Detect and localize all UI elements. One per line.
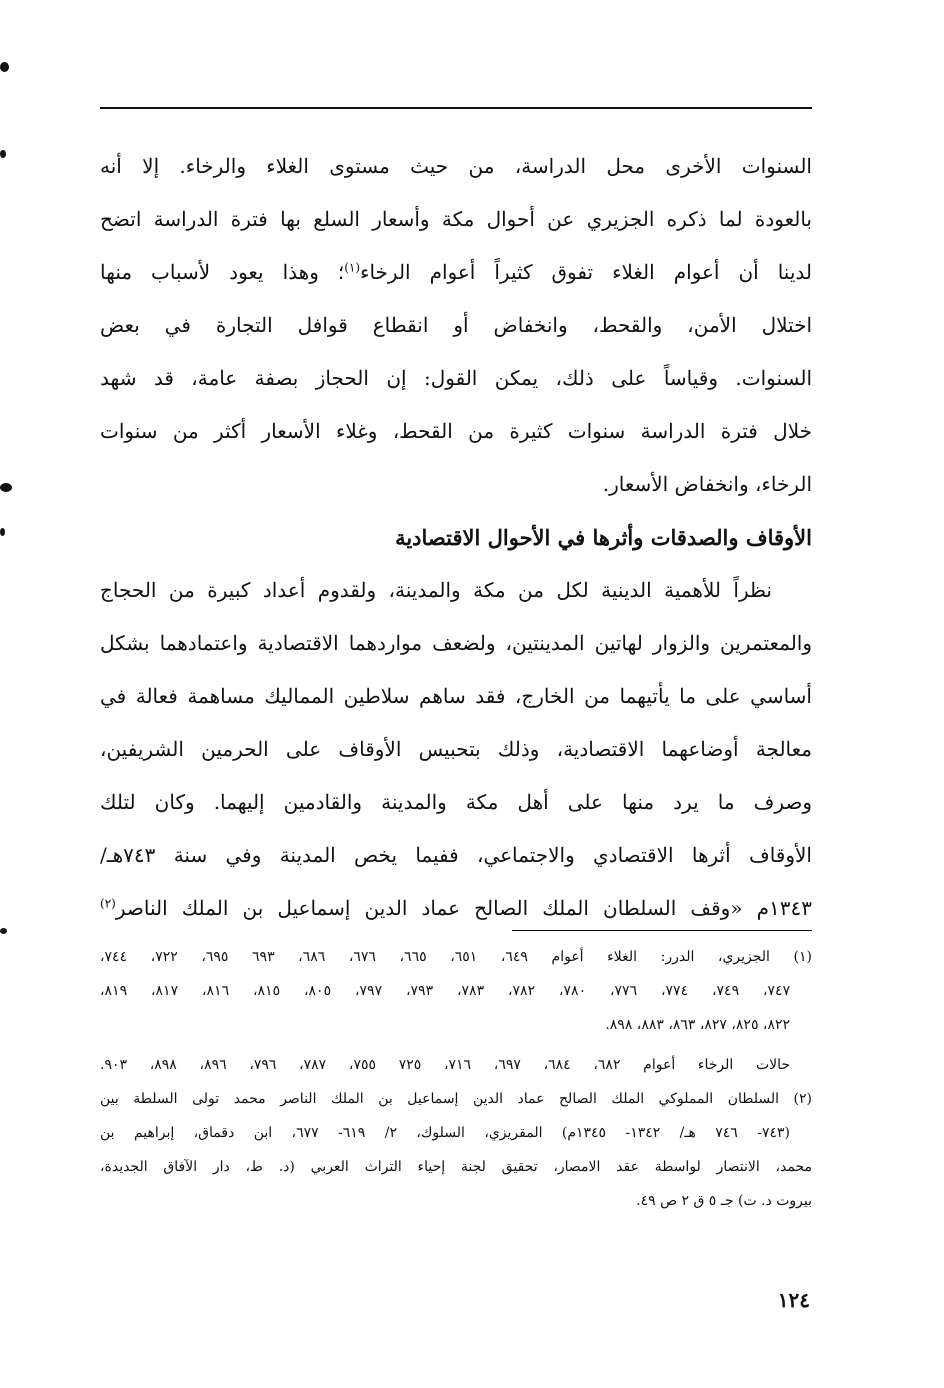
- body-line-text: لدينا أن أعوام الغلاء تفوق كثيراً أعوام الرخاء: [360, 260, 812, 284]
- body-line: السنوات. وقياساً على ذلك، يمكن القول: إن الحجاز بصفة عامة، قد شهد: [100, 366, 812, 390]
- section-heading: الأوقاف والصدقات وأثرها في الأحوال الاقتصادية: [395, 525, 812, 550]
- footnote-line: ٨٢٢، ٨٢٥، ٨٢٧، ٨٦٣، ٨٨٣، ٨٩٨.: [605, 1017, 790, 1033]
- footnote-line: حالات الرخاء أعوام ٦٨٢، ٦٨٤، ٦٩٧، ٧١٦، ٧٢٥ ٧٥٥، ٧٨٧، ٧٩٦، ٨٩٦، ٨٩٨، ٩٠٣.: [100, 1057, 791, 1073]
- body-line: بالعودة لما ذكره الجزيري عن أحوال مكة وأسعار السلع بها فترة الدراسة اتضح: [100, 207, 812, 231]
- footnote-ref: (١): [344, 260, 361, 275]
- body-line: [100, 246, 812, 299]
- footnote-separator: [512, 930, 812, 931]
- body-line: الأوقاف أثرها الاقتصادي والاجتماعي، ففيما يخص المدينة وفي سنة ٧٤٣هـ/: [100, 843, 812, 867]
- scan-mark: [0, 483, 12, 492]
- body-line-tail: ؛ وهذا يعود لأسباب منها: [100, 260, 345, 284]
- body-line-text: ١٣٤٣م «وقف السلطان الملك الصالح عماد الدين إسماعيل بن الملك الناصر: [115, 896, 812, 920]
- body-line: والمعتمرين والزوار لهاتين المدينتين، ولضعف مواردهما الاقتصادية واعتمادهما بشكل: [100, 631, 812, 655]
- page-number: ١٢٤: [777, 1288, 810, 1312]
- body-line: معالجة أوضاعهما الاقتصادية، وذلك بتحبيس الأوقاف على الحرمين الشريفين،: [100, 737, 812, 761]
- body-line: خلال فترة الدراسة سنوات كثيرة من القحط، وغلاء الأسعار أكثر من سنوات: [100, 419, 812, 443]
- footnote-line: بيروت د. ت) جـ ٥ ق ٢ ص ٤٩.: [636, 1193, 812, 1209]
- footnote-line: ٧٤٧، ٧٤٩، ٧٧٤، ٧٧٦، ٧٨٠، ٧٨٢، ٧٨٣، ٧٩٣، ٧٩٧، ٨٠٥، ٨١٥، ٨١٦، ٨١٧، ٨١٩،: [100, 983, 791, 999]
- scan-mark: [0, 928, 7, 934]
- body-line: الرخاء، وانخفاض الأسعار.: [602, 472, 812, 496]
- body-line: أساسي على ما يأتيهما من الخارج، فقد ساهم سلاطين المماليك مساهمة فعالة في: [100, 684, 812, 708]
- body-line: وصرف ما يرد منها على أهل مكة والمدينة والقادمين إليهما. وكان لتلك: [100, 790, 812, 814]
- footnote-line: (٢) السلطان المملوكي الملك الصالح عماد الدين إسماعيل بن الملك الناصر محمد تولى السلطة بين: [100, 1091, 812, 1107]
- header-rule: [100, 107, 812, 109]
- body-line: اختلال الأمن، والقحط، وانخفاض أو انقطاع قوافل التجارة في بعض: [100, 313, 812, 337]
- footnote-line: (٧٤٣- ٧٤٦ هـ/ ١٣٤٢- ١٣٤٥م) المقريزي، السلوك، ٢/ ٦١٩- ٦٧٧، ابن دقماق، إبراهيم بن: [100, 1125, 790, 1141]
- body-line: نظراً للأهمية الدينية لكل من مكة والمدينة، ولقدوم أعداد كبيرة من الحجاج: [100, 578, 772, 602]
- footnote-line: محمد، الانتصار لواسطة عقد الامصار، تحقيق لجنة إحياء التراث العربي (د. ط، دار الآفاق الجديدة،: [100, 1159, 812, 1175]
- scan-mark: [0, 528, 5, 536]
- body-line: [100, 882, 812, 935]
- footnote-ref: (٢): [100, 896, 116, 911]
- footnotes: [100, 940, 812, 1218]
- body-line: السنوات الأخرى محل الدراسة، من حيث مستوى الغلاء والرخاء. إلا أنه: [100, 154, 812, 178]
- scan-mark: [0, 62, 9, 72]
- footnote-line: (١) الجزيري، الدرر: الغلاء أعوام ٦٤٩، ٦٥١، ٦٦٥، ٦٧٦، ٦٨٦، ٦٩٣ ٦٩٥، ٧٢٢، ٧٤٤،: [100, 949, 812, 965]
- main-text: [100, 140, 812, 935]
- scan-mark: [0, 150, 6, 158]
